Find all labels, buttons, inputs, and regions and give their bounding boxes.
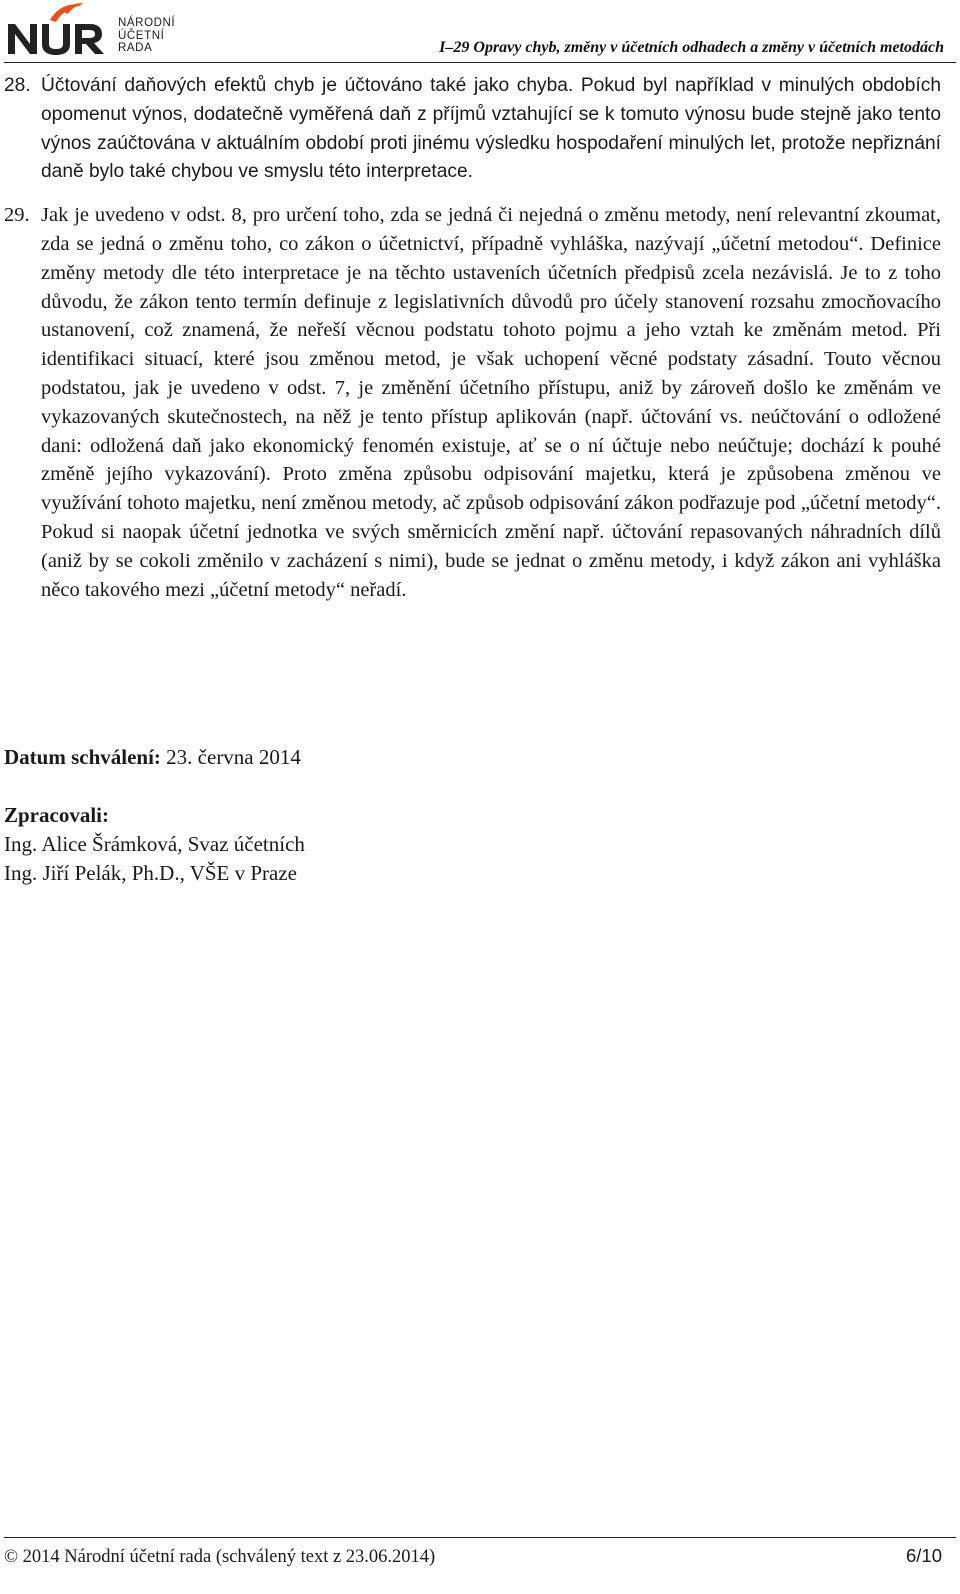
author-item: Ing. Alice Šrámková, Svaz účetních bbox=[4, 831, 305, 856]
header-divider bbox=[4, 62, 956, 63]
nur-logo-mark bbox=[6, 2, 116, 62]
logo-caption bbox=[118, 17, 175, 55]
logo-line-1: NÁRODNÍ bbox=[118, 17, 176, 29]
approval-date bbox=[4, 743, 301, 772]
paragraph-number: 29. bbox=[4, 204, 30, 227]
paragraph-29 bbox=[0, 201, 960, 604]
paragraph-28 bbox=[0, 72, 960, 187]
nur-logo bbox=[6, 2, 186, 62]
logo-line-3: RADA bbox=[118, 42, 153, 54]
authors-label: Zpracovali: bbox=[4, 803, 109, 827]
logo-line-2: ÚČETNÍ bbox=[118, 29, 165, 42]
paragraph-text: Účtování daňových efektů chyb je účtováno také jako chyba. Pokud byl například v minulých obdobích opomenut výnos, dodatečně vyměřená daň z příjmů vztahující se k tomuto výnosu bude stejně jako tento výnos zaúčtována v aktuálním období proti jinému výsledku hospodaření minulých let, protože nepřiznání daně bylo také chybou ve smyslu této interpretace. bbox=[41, 75, 941, 183]
document-title: I–29 Opravy chyb, změny v účetních odhadech a změny v účetních metodách bbox=[439, 39, 944, 56]
authors-section bbox=[4, 801, 305, 887]
footer-copyright: © 2014 Národní účetní rada (schválený text z 23.06.2014) bbox=[4, 1547, 436, 1567]
paragraph-number: 28. bbox=[4, 75, 31, 96]
page-content bbox=[0, 72, 960, 604]
page-number: 6/10 bbox=[905, 1545, 942, 1566]
footer-divider bbox=[4, 1537, 956, 1538]
page-header bbox=[0, 0, 960, 64]
author-item: Ing. Jiří Pelák, Ph.D., VŠE v Praze bbox=[4, 860, 298, 885]
approval-value: 23. června 2014 bbox=[166, 745, 301, 769]
approval-label: Datum schválení: bbox=[4, 745, 161, 769]
paragraph-text: Jak je uvedeno v odst. 8, pro určení toho, zda se jedná či nejedná o změnu metody, není relevantní zkoumat, zda se jedná o změnu toho, co zákon o účetnictví, případně vyhláška, nazývají „účetní metodou“. Definice změny metody dle této interpretace je na těchto ustaveních účetních předpisů zcela nezávislá. Je to z toho důvodu, že zákon tento termín definuje z legislativních důvodů pro účely stanovení rozsahu zmocňovacího ustanovení, což znamená, že neřeší věcnou podstatu tohoto pojmu a jeho vztah ke změnám metod. Při identifikaci situací, které jsou změnou metod, je však uchopení věcné podstaty zásadní. Touto věcnou podstatou, jak je uvedeno v odst. 7, je změnění účetního přístupu, aniž by zároveň došlo ke změnám ve vykazovaných skutečnostech, na něž je tento přístup aplikován (např. účtování vs. neúčtování o odložené dani: odložená daň jako ekonomický fenomén existuje, ať se o ní účtuje nebo neúčtuje; dochází k pouhé změně jejího vykazování). Proto změna způsobu odpisování majetku, která je způsobena změnou ve využívání tohoto majetku, není změnou metody, ač způsob odpisování zákon podřazuje pod „účetní metody“. Pokud si naopak účetní jednotka ve svých směrnicích změní např. účtování repasovaných náhradních dílů (aniž by se cokoli změnilo v zacházení s nimi), bude se jednat o změnu metody, i když zákon ani vyhláška něco takového mezi „účetní metody“ neřadí. bbox=[41, 204, 941, 601]
